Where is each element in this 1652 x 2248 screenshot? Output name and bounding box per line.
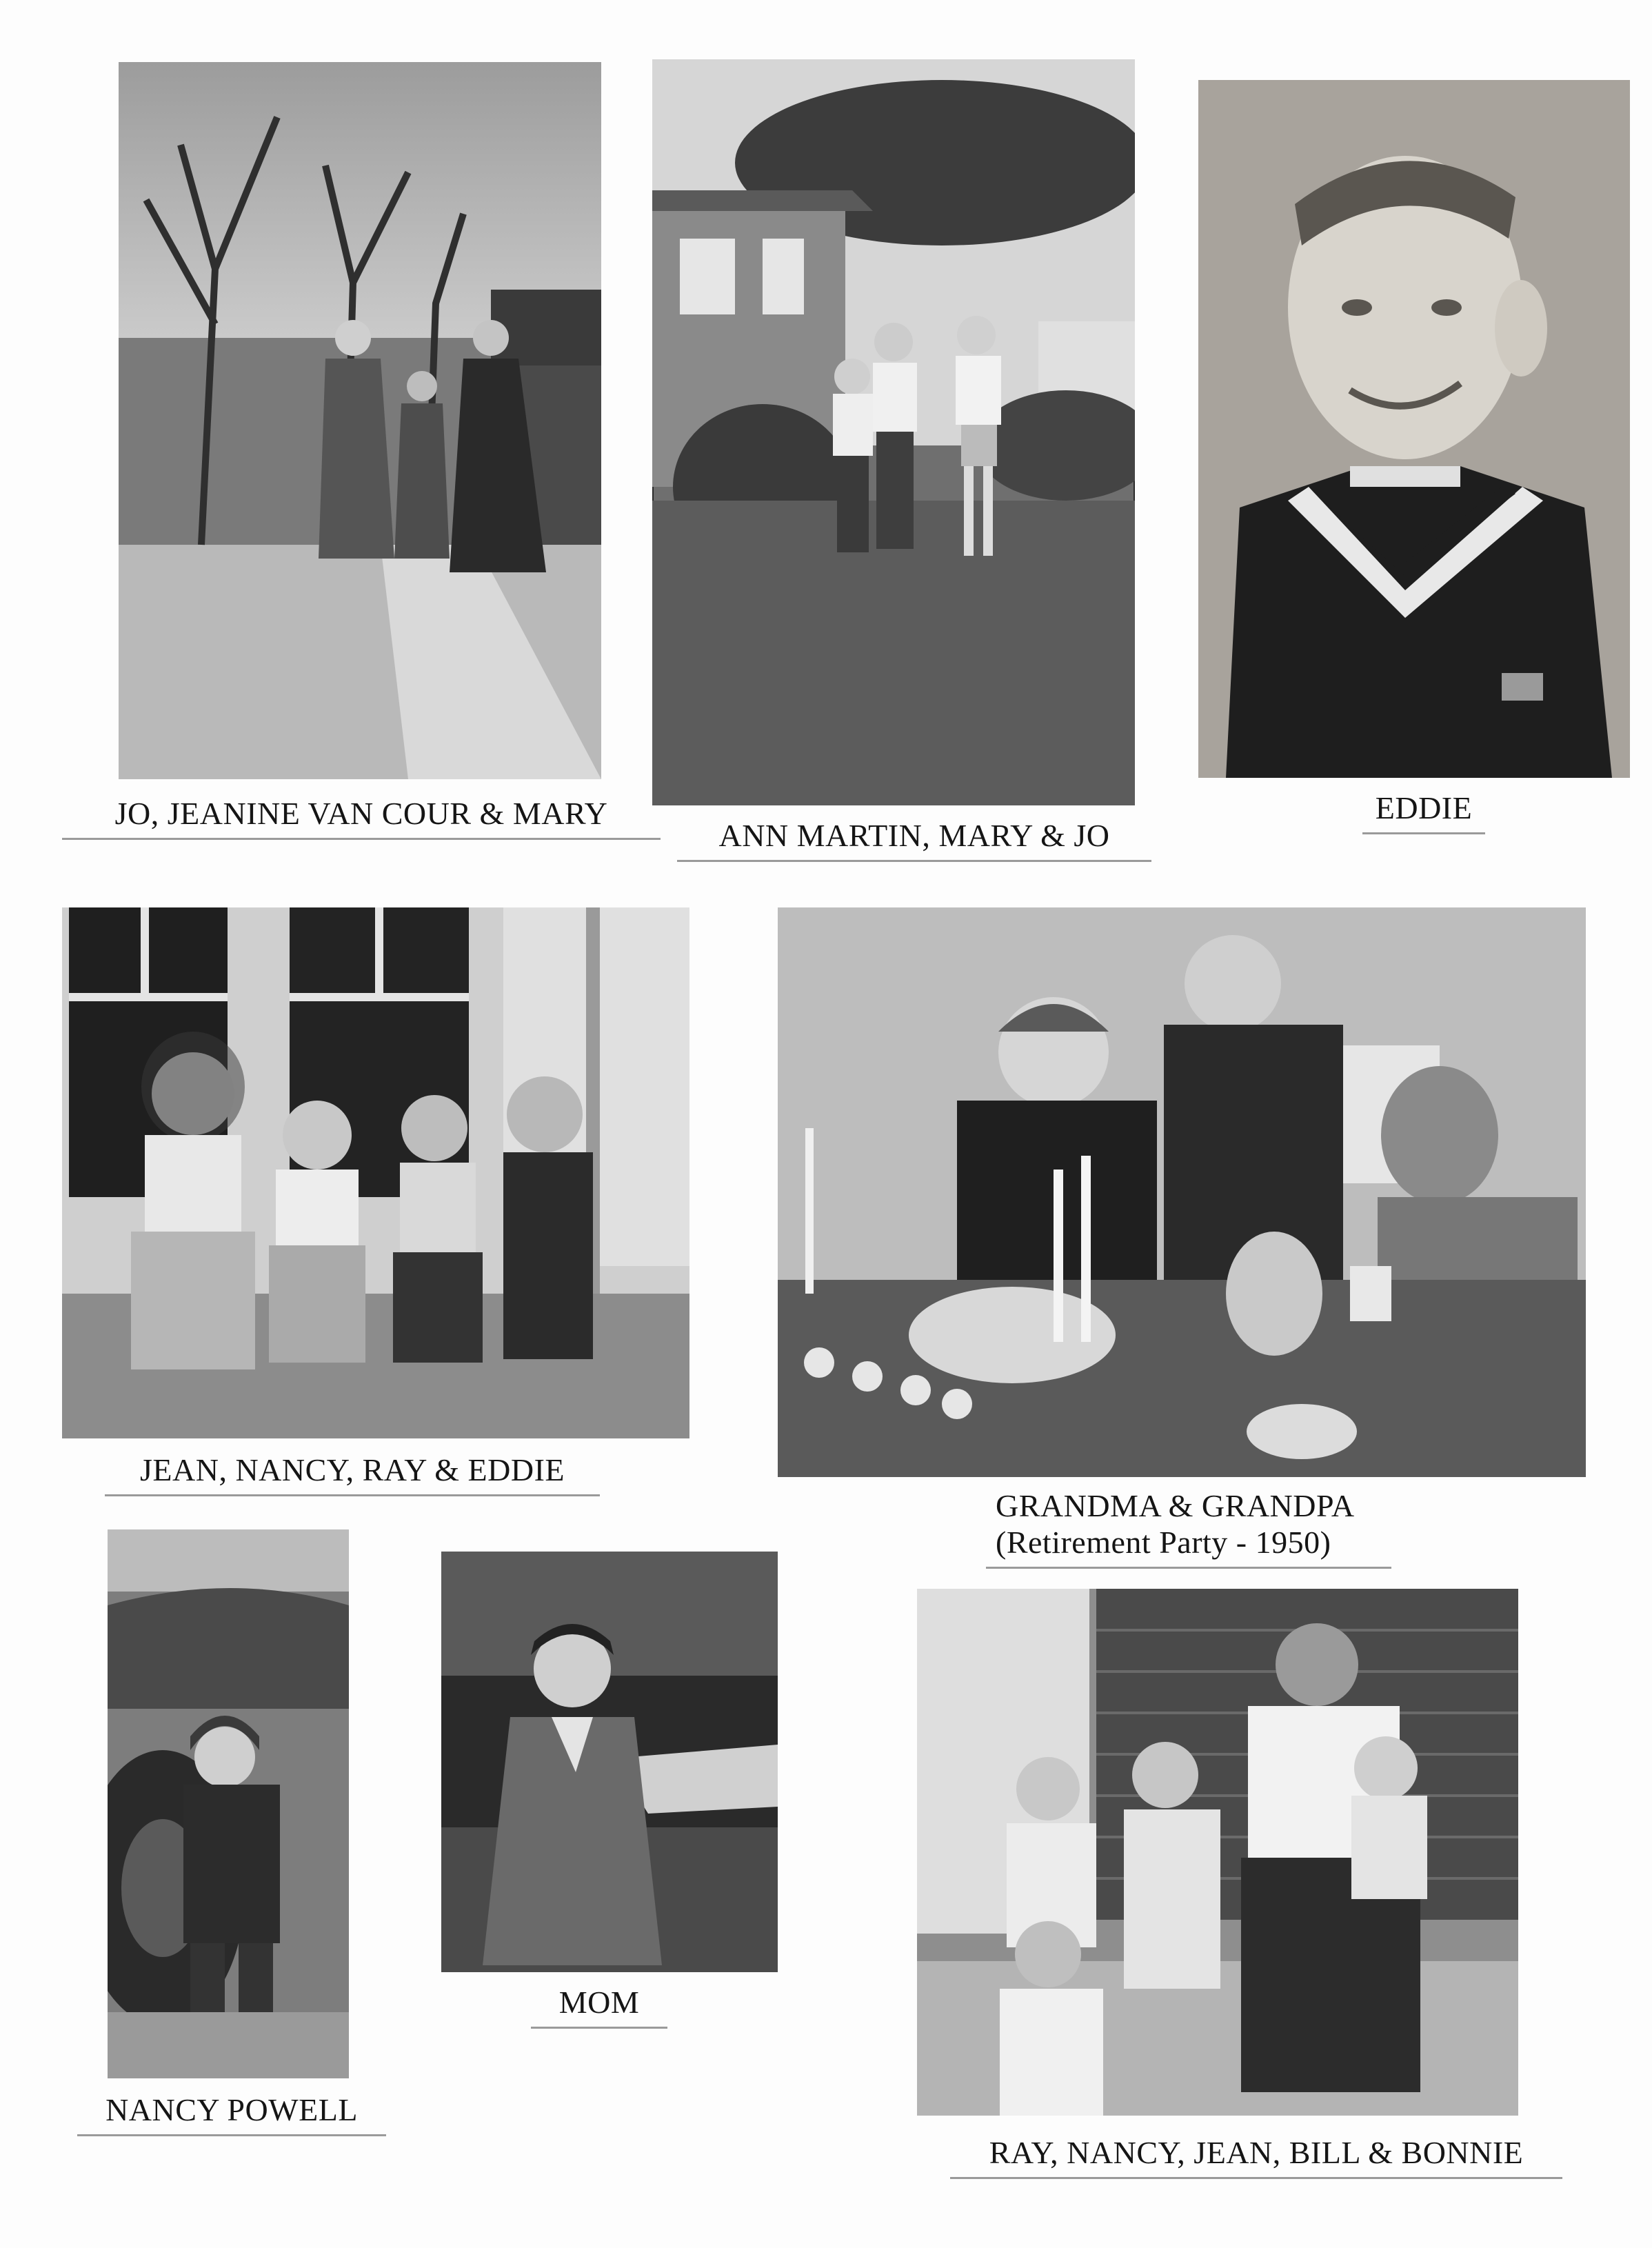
photo-mom xyxy=(441,1552,778,1972)
photo-jean-nancy-ray-eddie xyxy=(62,907,689,1438)
photo-jo-jeanine-mary xyxy=(119,62,601,779)
caption-jean-nancy-ray-eddie: JEAN, NANCY, RAY & EDDIE xyxy=(105,1449,600,1496)
photo-ray-nancy-jean-bill-bonnie xyxy=(917,1589,1518,2116)
caption-grandma-grandpa-line1: GRANDMA & GRANDPA xyxy=(996,1488,1355,1523)
caption-ray-nancy-jean-bill-bonnie: RAY, NANCY, JEAN, BILL & BONNIE xyxy=(950,2132,1562,2179)
photo-ann-mary-jo xyxy=(652,59,1135,805)
caption-ann-mary-jo: ANN MARTIN, MARY & JO xyxy=(677,815,1151,862)
caption-eddie: EDDIE xyxy=(1362,787,1485,834)
caption-grandma-grandpa xyxy=(986,1485,1391,1569)
photo-grandma-grandpa xyxy=(778,907,1586,1477)
caption-grandma-grandpa-line2: (Retirement Party - 1950) xyxy=(996,1524,1331,1560)
caption-nancy-powell: NANCY POWELL xyxy=(77,2089,386,2136)
caption-mom: MOM xyxy=(531,1982,667,2029)
photo-nancy-powell xyxy=(108,1529,349,2078)
photo-eddie xyxy=(1198,80,1630,778)
caption-jo-jeanine-mary: JO, JEANINE VAN COUR & MARY xyxy=(62,793,661,840)
